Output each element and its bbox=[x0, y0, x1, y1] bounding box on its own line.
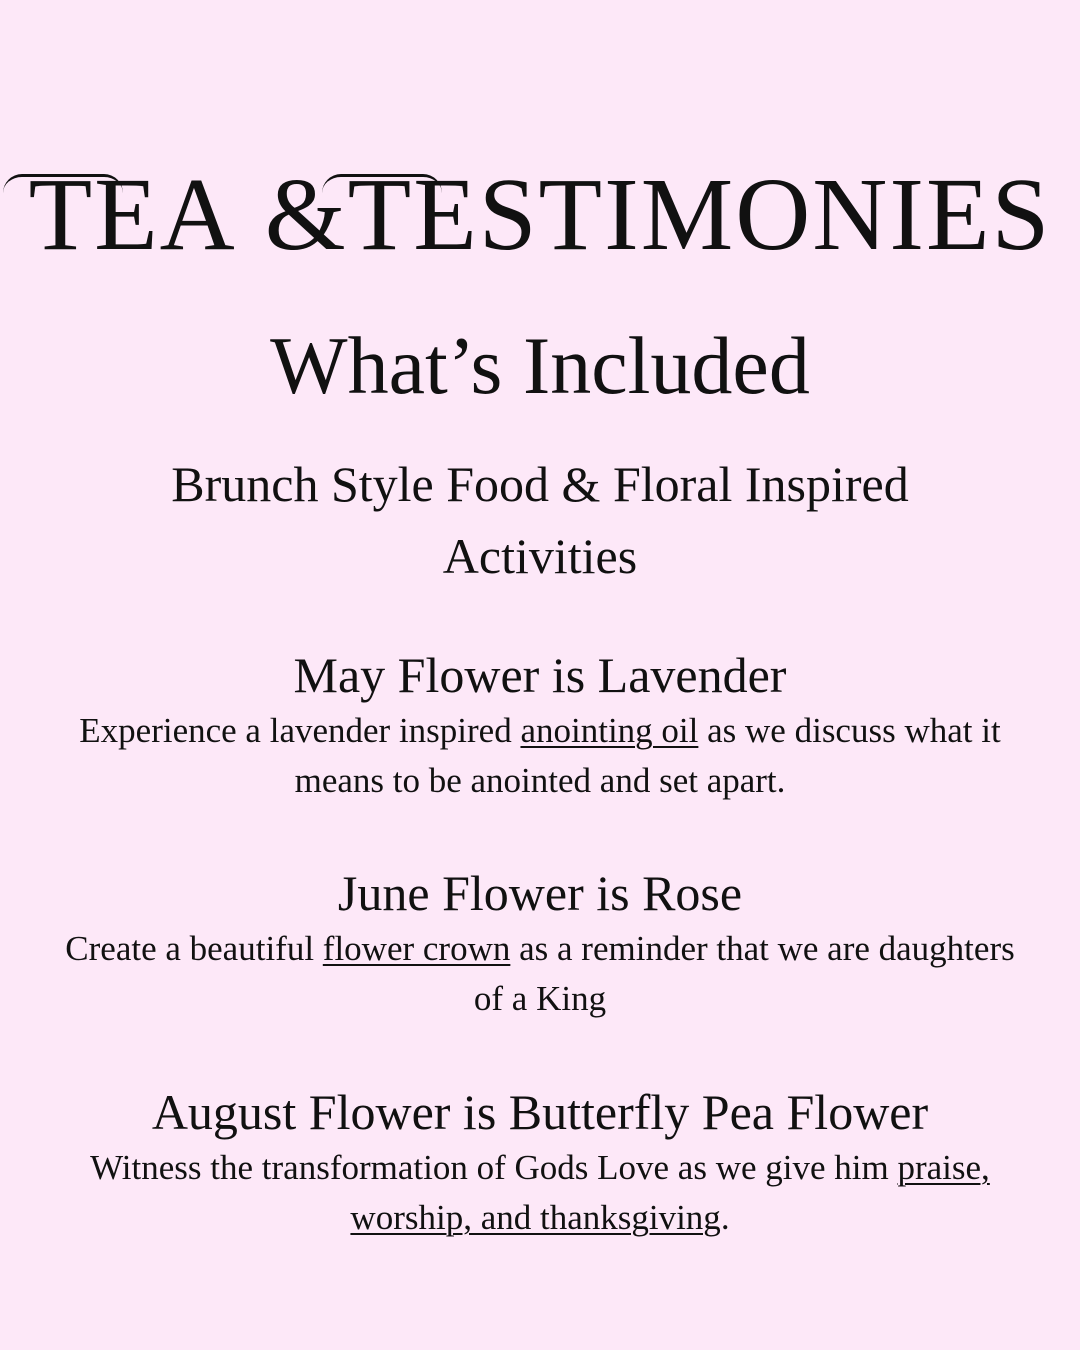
brand-rest-estimonies: ESTIMONIES bbox=[413, 157, 1052, 272]
flower-crown-link[interactable]: flower crown bbox=[322, 929, 511, 968]
section-june bbox=[60, 862, 1020, 1024]
section-title-june: June Flower is Rose bbox=[337, 865, 743, 921]
desc-text-before: Create a beautiful bbox=[65, 929, 323, 968]
section-desc-june bbox=[60, 924, 1020, 1024]
desc-text-before: Witness the transformation of Gods Love as we give him bbox=[90, 1148, 898, 1187]
desc-text-before: Experience a lavender inspired bbox=[79, 711, 521, 750]
section-title-may: May Flower is Lavender bbox=[293, 647, 787, 703]
brand-ampersand: & bbox=[264, 157, 348, 272]
praise-worship-thanksgiving-link[interactable]: praise, worship, and thanksgiving bbox=[350, 1148, 990, 1237]
section-august bbox=[60, 1081, 1020, 1243]
section-title-august: August Flower is Butterfly Pea Flower bbox=[151, 1084, 929, 1140]
brand-initial-t2: T bbox=[347, 157, 414, 272]
section-desc-august bbox=[60, 1143, 1020, 1243]
anointing-oil-link[interactable]: anointing oil bbox=[520, 711, 699, 750]
brand-rest-ea: EA bbox=[94, 157, 237, 272]
section-desc-may bbox=[60, 706, 1020, 806]
page-heading: What’s Included bbox=[270, 320, 810, 411]
page-subheading: Brunch Style Food & Floral Inspired Activities bbox=[171, 456, 909, 584]
section-may bbox=[60, 644, 1020, 806]
desc-text-after: as a reminder that we are daughters of a King bbox=[473, 929, 1015, 1018]
brand-title bbox=[0, 150, 1080, 280]
brand-initial-t1: T bbox=[28, 157, 95, 272]
brand-word-testimonies bbox=[348, 150, 1052, 280]
desc-text-after: as we discuss what it means to be anointed and set apart. bbox=[294, 711, 1001, 800]
brand-word-tea bbox=[29, 150, 237, 280]
desc-text-after: . bbox=[720, 1198, 730, 1237]
